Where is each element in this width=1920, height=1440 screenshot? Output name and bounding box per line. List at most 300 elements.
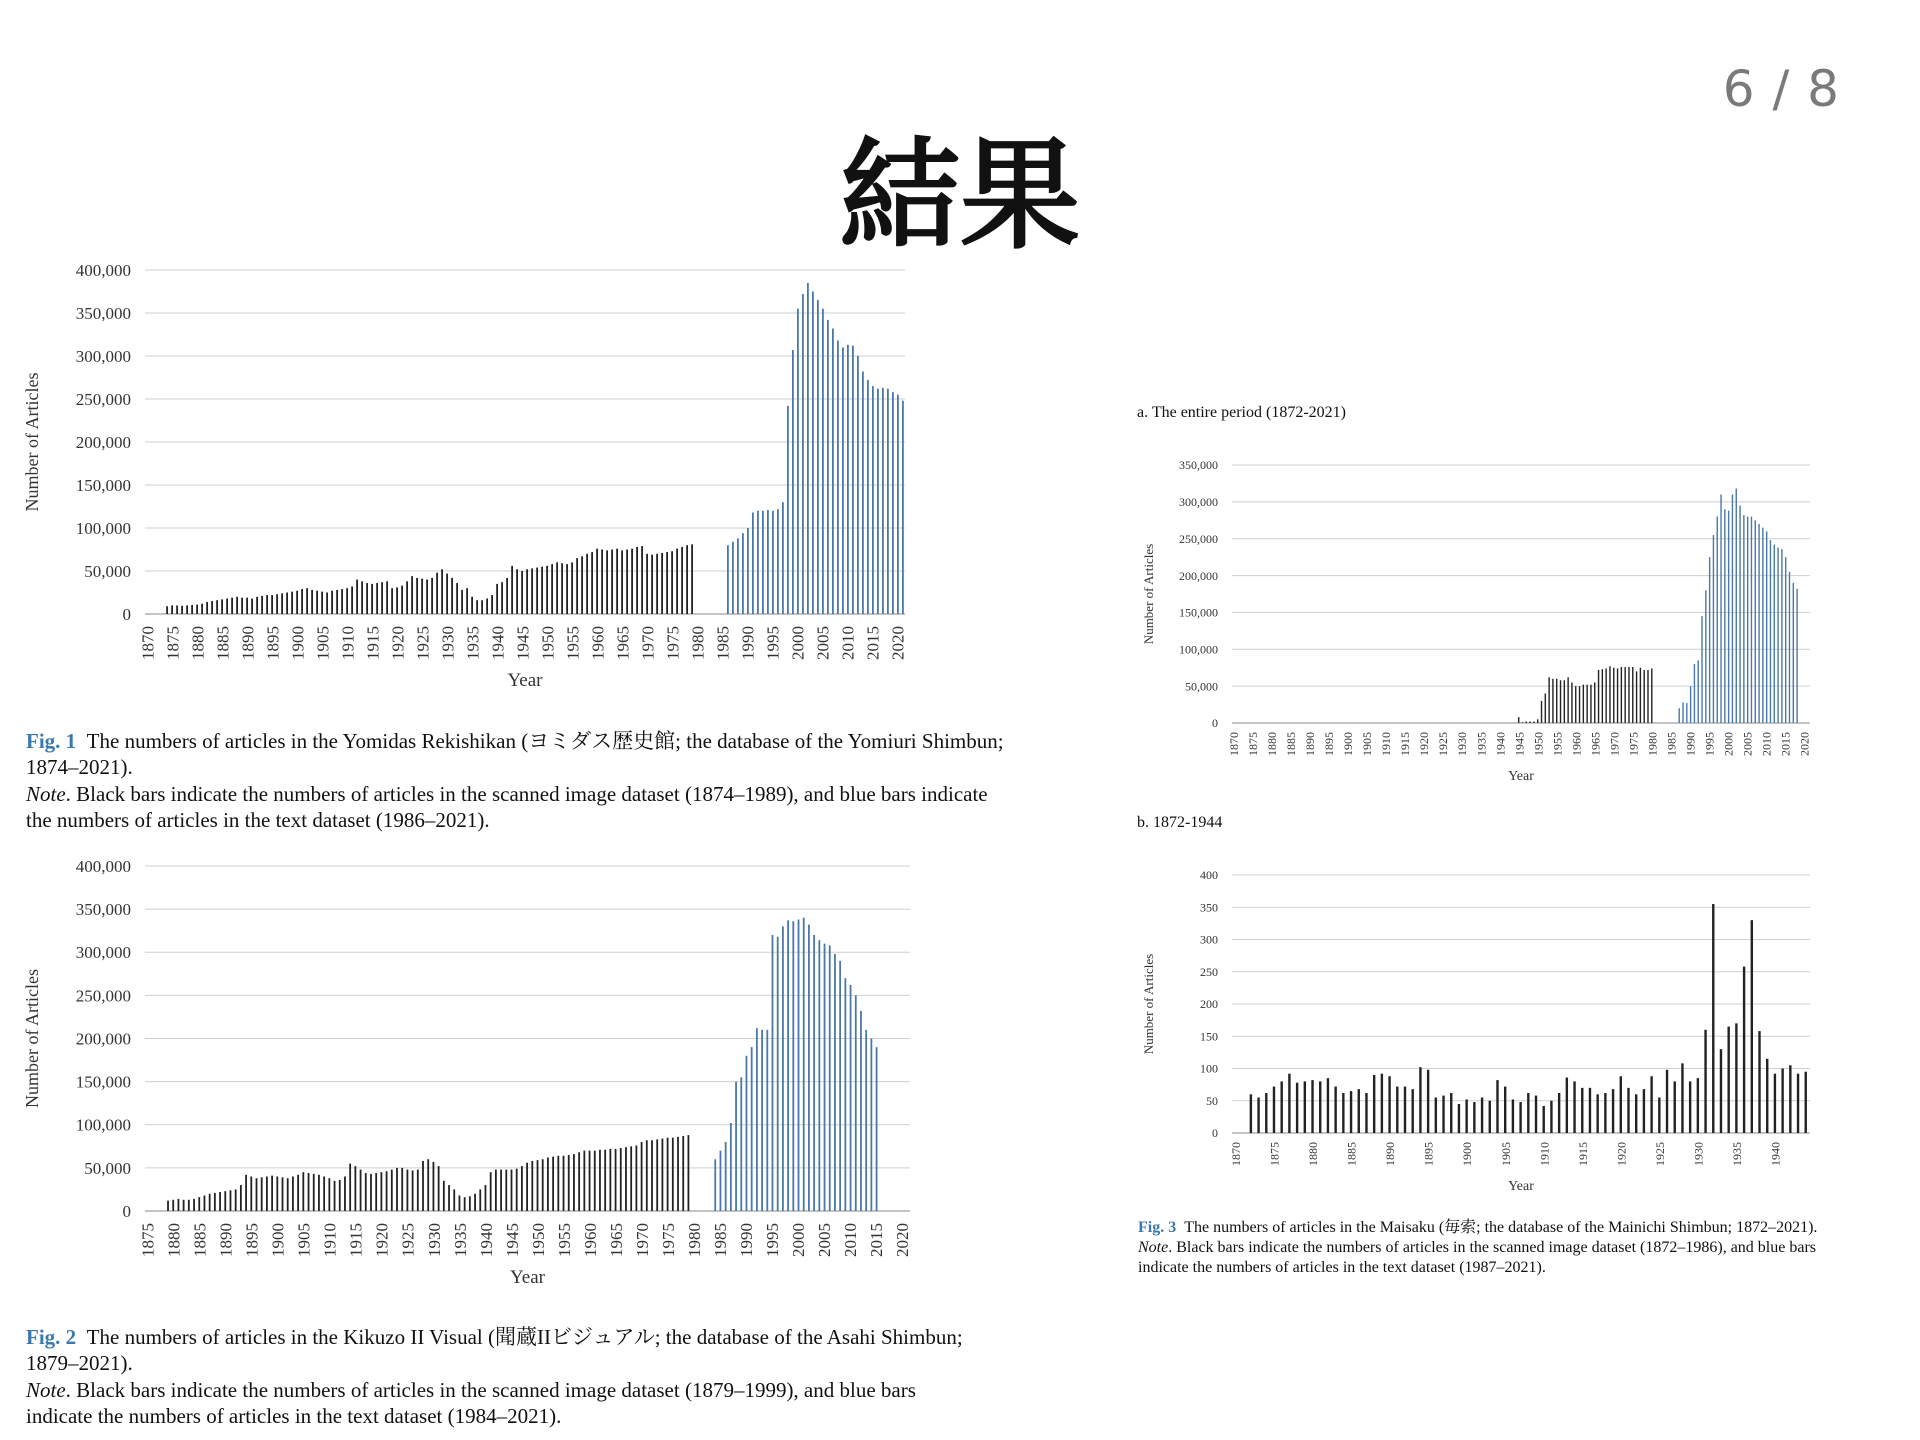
y-tick-label: 0 <box>122 1201 131 1221</box>
y-tick-label: 50 <box>1206 1093 1218 1108</box>
bar <box>537 1160 539 1211</box>
x-tick-label: 1930 <box>438 626 458 660</box>
x-tick-label: 1935 <box>463 626 483 660</box>
x-tick-label: 1910 <box>320 1223 340 1257</box>
fig1-caption-label: Fig. 1 <box>26 729 77 753</box>
bar <box>1579 686 1580 723</box>
bar <box>787 920 789 1211</box>
bar <box>496 584 498 614</box>
bar <box>827 320 829 614</box>
bar <box>1527 1093 1529 1133</box>
bar <box>720 1151 722 1211</box>
y-tick-label: 50,000 <box>84 1158 131 1178</box>
y-tick-label: 400,000 <box>75 856 131 876</box>
bar <box>366 583 368 614</box>
x-tick-label: 1960 <box>580 1223 600 1257</box>
bar <box>812 292 814 615</box>
fig2-bar-chart <box>0 848 920 1308</box>
fig1-note-line1: . Black bars indicate the numbers of articles in the scanned image dataset (1874–1989), and blue bars indicate <box>65 781 988 806</box>
bar <box>666 552 668 614</box>
bar <box>782 502 784 614</box>
x-tick-label: 1985 <box>713 626 733 660</box>
bar <box>461 590 463 614</box>
x-tick-label: 1960 <box>1569 732 1584 756</box>
bar <box>230 1190 232 1211</box>
bar <box>1594 682 1595 723</box>
bar <box>1781 1069 1783 1134</box>
bar <box>334 1181 336 1211</box>
x-tick-label: 1885 <box>190 1223 210 1257</box>
fig3-note-line2: indicate the numbers of articles in the text dataset (1987–2021). <box>1138 1259 1546 1276</box>
bar <box>1796 589 1797 723</box>
bar <box>281 593 283 614</box>
bar <box>1496 1080 1498 1133</box>
bar <box>824 944 826 1211</box>
bar <box>341 589 343 614</box>
x-tick-label: 2000 <box>1721 732 1736 756</box>
bar <box>224 1191 226 1211</box>
bar <box>672 1138 674 1211</box>
bar <box>1373 1075 1375 1133</box>
bar <box>531 568 533 614</box>
bar <box>839 961 841 1211</box>
x-tick-label: 1945 <box>502 1223 522 1257</box>
y-tick-label: 400,000 <box>75 260 131 280</box>
bar <box>646 1140 648 1211</box>
bar <box>292 1177 294 1212</box>
fig3a-subtitle: a. The entire period (1872-2021) <box>1137 404 1346 421</box>
bar <box>313 1174 315 1211</box>
bar <box>566 564 568 614</box>
bar <box>344 1177 346 1212</box>
x-tick-label: 1980 <box>1645 732 1660 756</box>
bar <box>1766 1059 1768 1133</box>
bar <box>625 1147 627 1211</box>
x-tick-label: 1895 <box>263 626 283 660</box>
x-tick-label: 1880 <box>1265 732 1280 756</box>
x-tick-label: 1990 <box>738 626 758 660</box>
bar <box>1358 1089 1360 1133</box>
x-tick-label: 1980 <box>688 626 708 660</box>
bar <box>193 1199 195 1211</box>
bar <box>782 926 784 1211</box>
bar <box>251 599 253 614</box>
x-tick-label: 2015 <box>1778 732 1793 756</box>
bar <box>1504 1087 1506 1133</box>
bar <box>516 1169 518 1211</box>
bar <box>417 1170 419 1211</box>
x-axis-label: Year <box>507 670 543 691</box>
bar <box>297 1175 299 1211</box>
bar <box>740 1077 742 1211</box>
fig2-note-line2: indicate the numbers of articles in the text dataset (1984–2021). <box>26 1403 562 1428</box>
bar <box>766 1030 768 1211</box>
bar <box>1412 1089 1414 1133</box>
bar <box>446 574 448 614</box>
bar <box>441 569 443 614</box>
bar <box>1727 1027 1729 1133</box>
bar <box>857 356 859 614</box>
fig3-caption-label: Fig. 3 <box>1138 1219 1177 1236</box>
x-tick-label: 1910 <box>1379 732 1394 756</box>
bar <box>261 596 263 614</box>
bar <box>897 395 899 614</box>
x-tick-label: 1875 <box>1246 732 1261 756</box>
bar <box>762 511 764 614</box>
bar <box>1550 1101 1552 1133</box>
bar <box>742 533 744 614</box>
bar <box>872 386 874 614</box>
bar <box>1793 583 1794 723</box>
bar <box>601 550 603 615</box>
y-tick-label: 200,000 <box>75 1029 131 1049</box>
bar <box>231 598 233 614</box>
bar <box>792 350 794 614</box>
bar <box>1751 517 1752 723</box>
bar <box>662 1139 664 1211</box>
bar <box>433 1162 435 1211</box>
y-tick-label: 0 <box>1212 1126 1218 1141</box>
x-tick-label: 1945 <box>513 626 533 660</box>
bar <box>552 1157 554 1211</box>
bar <box>1304 1081 1306 1133</box>
x-tick-label: 1880 <box>1306 1142 1321 1166</box>
bar <box>370 1174 372 1211</box>
bar <box>661 553 663 614</box>
bar <box>201 604 203 614</box>
bar <box>1257 1098 1259 1133</box>
bar <box>171 605 173 614</box>
bar <box>178 1199 180 1211</box>
bar <box>892 392 894 614</box>
x-tick-label: 1970 <box>1607 732 1622 756</box>
y-tick-label: 100,000 <box>75 518 131 538</box>
x-axis-label: Year <box>1508 1179 1534 1194</box>
bar <box>506 578 508 614</box>
bar <box>511 1170 513 1211</box>
x-tick-label: 2010 <box>838 626 858 660</box>
bar <box>219 1192 221 1211</box>
bar <box>406 581 408 614</box>
bar <box>1713 535 1714 723</box>
bar <box>495 1170 497 1211</box>
bar <box>376 583 378 614</box>
bar <box>829 945 831 1211</box>
bar <box>1689 1081 1691 1133</box>
bar <box>1658 1098 1660 1133</box>
bar <box>531 1161 533 1211</box>
x-tick-label: 1875 <box>138 1223 158 1257</box>
bar <box>681 547 683 614</box>
bar <box>807 283 809 614</box>
bar <box>407 1170 409 1211</box>
x-tick-label: 1950 <box>528 1223 548 1257</box>
bar <box>542 1159 544 1211</box>
fig2-note-line1: . Black bars indicate the numbers of articles in the scanned image dataset (1879–1999), and blue bars <box>65 1377 916 1402</box>
bar <box>751 1047 753 1211</box>
fig3b-subtitle: b. 1872-1944 <box>1137 814 1223 831</box>
bar <box>813 935 815 1211</box>
bar <box>1612 1089 1614 1133</box>
bar <box>1548 677 1549 723</box>
fig3a-bar-chart <box>1130 450 1920 790</box>
bar <box>1541 701 1542 723</box>
bar <box>479 1189 481 1211</box>
bar <box>887 389 889 614</box>
fig1-caption-line2: 1874–2021). <box>26 755 133 780</box>
y-axis-label: Number of Articles <box>22 372 42 512</box>
bar <box>1717 517 1718 723</box>
bar <box>167 1201 169 1211</box>
bar <box>526 569 528 614</box>
bar <box>1575 686 1576 723</box>
bar <box>844 978 846 1211</box>
x-tick-label: 1935 <box>450 1223 470 1257</box>
x-tick-label: 2005 <box>813 626 833 660</box>
fig3-caption-line1: The numbers of articles in the Maisaku (毎索; the database of the Mainichi Shimbun; 1872–2021). <box>1184 1219 1818 1236</box>
bar <box>282 1177 284 1211</box>
bar <box>191 605 193 614</box>
fig1-caption <box>26 728 1116 833</box>
y-tick-label: 300 <box>1200 932 1218 947</box>
bar <box>331 591 333 614</box>
bar <box>1334 1087 1336 1133</box>
bar <box>671 551 673 614</box>
bar <box>1458 1104 1460 1133</box>
x-tick-label: 1885 <box>1284 732 1299 756</box>
bar <box>481 600 483 614</box>
bar <box>471 597 473 614</box>
bar <box>691 544 693 614</box>
bar <box>1526 722 1527 723</box>
bar <box>346 588 348 614</box>
bar <box>620 1148 622 1211</box>
bar <box>1735 1023 1737 1133</box>
y-tick-label: 150 <box>1200 1029 1218 1044</box>
bar <box>1327 1078 1329 1133</box>
bar <box>456 583 458 614</box>
bar <box>422 1161 424 1211</box>
bar <box>1724 509 1725 723</box>
bar <box>235 1189 237 1211</box>
bar <box>546 566 548 614</box>
bar <box>1567 677 1568 723</box>
bar <box>1679 708 1680 723</box>
bar <box>626 550 628 615</box>
bar <box>500 1170 502 1211</box>
bar <box>375 1173 377 1211</box>
bar <box>1319 1081 1321 1133</box>
bar <box>226 599 228 614</box>
bar <box>186 605 188 614</box>
bar <box>1805 1072 1807 1133</box>
bar <box>616 549 618 614</box>
bar <box>556 562 558 614</box>
bar <box>1558 1093 1560 1133</box>
bar <box>818 940 820 1211</box>
bar <box>589 1151 591 1211</box>
bar <box>438 1166 440 1211</box>
x-tick-label: 1985 <box>1664 732 1679 756</box>
fig2-caption-line2: 1879–2021). <box>26 1351 133 1376</box>
bar <box>1365 1093 1367 1133</box>
bar <box>323 1177 325 1212</box>
y-axis-label: Number of Articles <box>1141 953 1156 1055</box>
x-tick-label: 2000 <box>789 1223 809 1257</box>
bar <box>491 595 493 614</box>
bar <box>573 1154 575 1211</box>
bar <box>490 1172 492 1211</box>
bar <box>365 1173 367 1211</box>
y-tick-label: 400 <box>1200 868 1218 883</box>
x-tick-label: 1930 <box>1691 1142 1706 1166</box>
y-tick-label: 150,000 <box>75 475 131 495</box>
bar <box>308 1173 310 1211</box>
bar <box>822 309 824 614</box>
bar <box>1624 667 1625 723</box>
bar <box>206 602 208 614</box>
x-tick-label: 1890 <box>216 1223 236 1257</box>
x-tick-label: 1920 <box>1417 732 1432 756</box>
bar <box>847 345 849 614</box>
bar <box>615 1149 617 1211</box>
fig3b-bar-chart <box>1130 860 1920 1200</box>
x-tick-label: 1915 <box>1398 732 1413 756</box>
y-tick-label: 150,000 <box>75 1072 131 1092</box>
x-tick-label: 1895 <box>1322 732 1337 756</box>
bar <box>547 1158 549 1211</box>
fig1-note-label: Note <box>26 781 66 806</box>
y-tick-label: 0 <box>1212 716 1218 731</box>
bar <box>855 995 857 1211</box>
bar <box>1632 667 1633 723</box>
bar <box>817 300 819 614</box>
bar <box>214 1193 216 1211</box>
bar <box>1552 679 1553 723</box>
bar <box>808 925 810 1211</box>
x-tick-label: 1915 <box>1575 1142 1590 1166</box>
x-tick-label: 1925 <box>1652 1142 1667 1166</box>
bar <box>832 328 834 614</box>
bar <box>516 569 518 614</box>
bar <box>852 346 854 614</box>
bar <box>1758 524 1759 723</box>
bar <box>777 937 779 1211</box>
bar <box>1694 664 1695 723</box>
bar <box>336 590 338 614</box>
fig2-caption-line1: The numbers of articles in the Kikuzo II Visual (聞蔵IIビジュアル; the database of the Asahi Shimbun; <box>86 1325 963 1349</box>
x-tick-label: 1925 <box>413 626 433 660</box>
bar <box>1543 1106 1545 1133</box>
bar <box>1682 702 1683 723</box>
bar <box>1770 540 1771 723</box>
bar <box>541 567 543 614</box>
x-tick-label: 1970 <box>632 1223 652 1257</box>
x-tick-label: 1980 <box>684 1223 704 1257</box>
bar <box>1690 686 1691 723</box>
bar <box>1450 1093 1452 1133</box>
bar <box>386 1171 388 1211</box>
slide-title: 結果 <box>840 127 1080 266</box>
x-tick-label: 1920 <box>1614 1142 1629 1166</box>
bar <box>621 550 623 614</box>
x-tick-label: 1935 <box>1729 1142 1744 1166</box>
y-tick-label: 300,000 <box>1179 495 1218 510</box>
bar <box>1533 722 1534 723</box>
bar <box>469 1196 471 1211</box>
bar <box>1560 680 1561 723</box>
bar <box>746 1056 748 1211</box>
bar <box>261 1177 263 1211</box>
fig2-caption-label: Fig. 2 <box>26 1325 77 1349</box>
bar <box>356 580 358 614</box>
bar <box>349 1164 351 1211</box>
bar <box>1789 1065 1791 1133</box>
x-tick-label: 1925 <box>398 1223 418 1257</box>
bar <box>302 1172 304 1211</box>
bar <box>636 547 638 614</box>
bar <box>1627 1088 1629 1133</box>
bar <box>426 580 428 614</box>
bar <box>1774 1074 1776 1133</box>
bar <box>594 1151 596 1211</box>
bar <box>339 1180 341 1211</box>
bar <box>1537 719 1538 723</box>
bar <box>1604 1093 1606 1133</box>
bar <box>646 554 648 614</box>
y-tick-label: 250,000 <box>75 389 131 409</box>
y-tick-label: 150,000 <box>1179 605 1218 620</box>
y-tick-label: 350 <box>1200 900 1218 915</box>
bar <box>266 1177 268 1212</box>
bar <box>196 605 198 614</box>
bar <box>1419 1067 1421 1133</box>
bar <box>1647 670 1648 723</box>
bar <box>557 1156 559 1211</box>
bar <box>1766 531 1767 723</box>
bar <box>1732 494 1733 723</box>
bar <box>291 592 293 614</box>
y-tick-label: 350,000 <box>1179 458 1218 473</box>
bar <box>209 1194 211 1211</box>
bar <box>1288 1074 1290 1133</box>
bar <box>328 1178 330 1211</box>
bar <box>1489 1101 1491 1133</box>
bar <box>1581 1088 1583 1133</box>
bar <box>466 588 468 614</box>
bar <box>641 546 643 614</box>
bar <box>797 309 799 614</box>
bar <box>676 549 678 614</box>
bar <box>591 552 593 614</box>
bar <box>1566 1078 1568 1133</box>
bar <box>1573 1081 1575 1133</box>
x-tick-label: 2020 <box>888 626 908 660</box>
y-tick-label: 300,000 <box>75 943 131 963</box>
bar <box>803 918 805 1211</box>
x-tick-label: 1905 <box>1360 732 1375 756</box>
bar <box>1589 1088 1591 1133</box>
bar <box>686 545 688 614</box>
x-tick-label: 1905 <box>294 1223 314 1257</box>
bar <box>443 1181 445 1211</box>
bar <box>1609 666 1610 723</box>
fig3-caption <box>1138 1218 1918 1278</box>
bar <box>296 591 298 614</box>
y-axis-label: Number of Articles <box>22 969 42 1108</box>
bar <box>1522 722 1523 723</box>
bar <box>391 1170 393 1211</box>
